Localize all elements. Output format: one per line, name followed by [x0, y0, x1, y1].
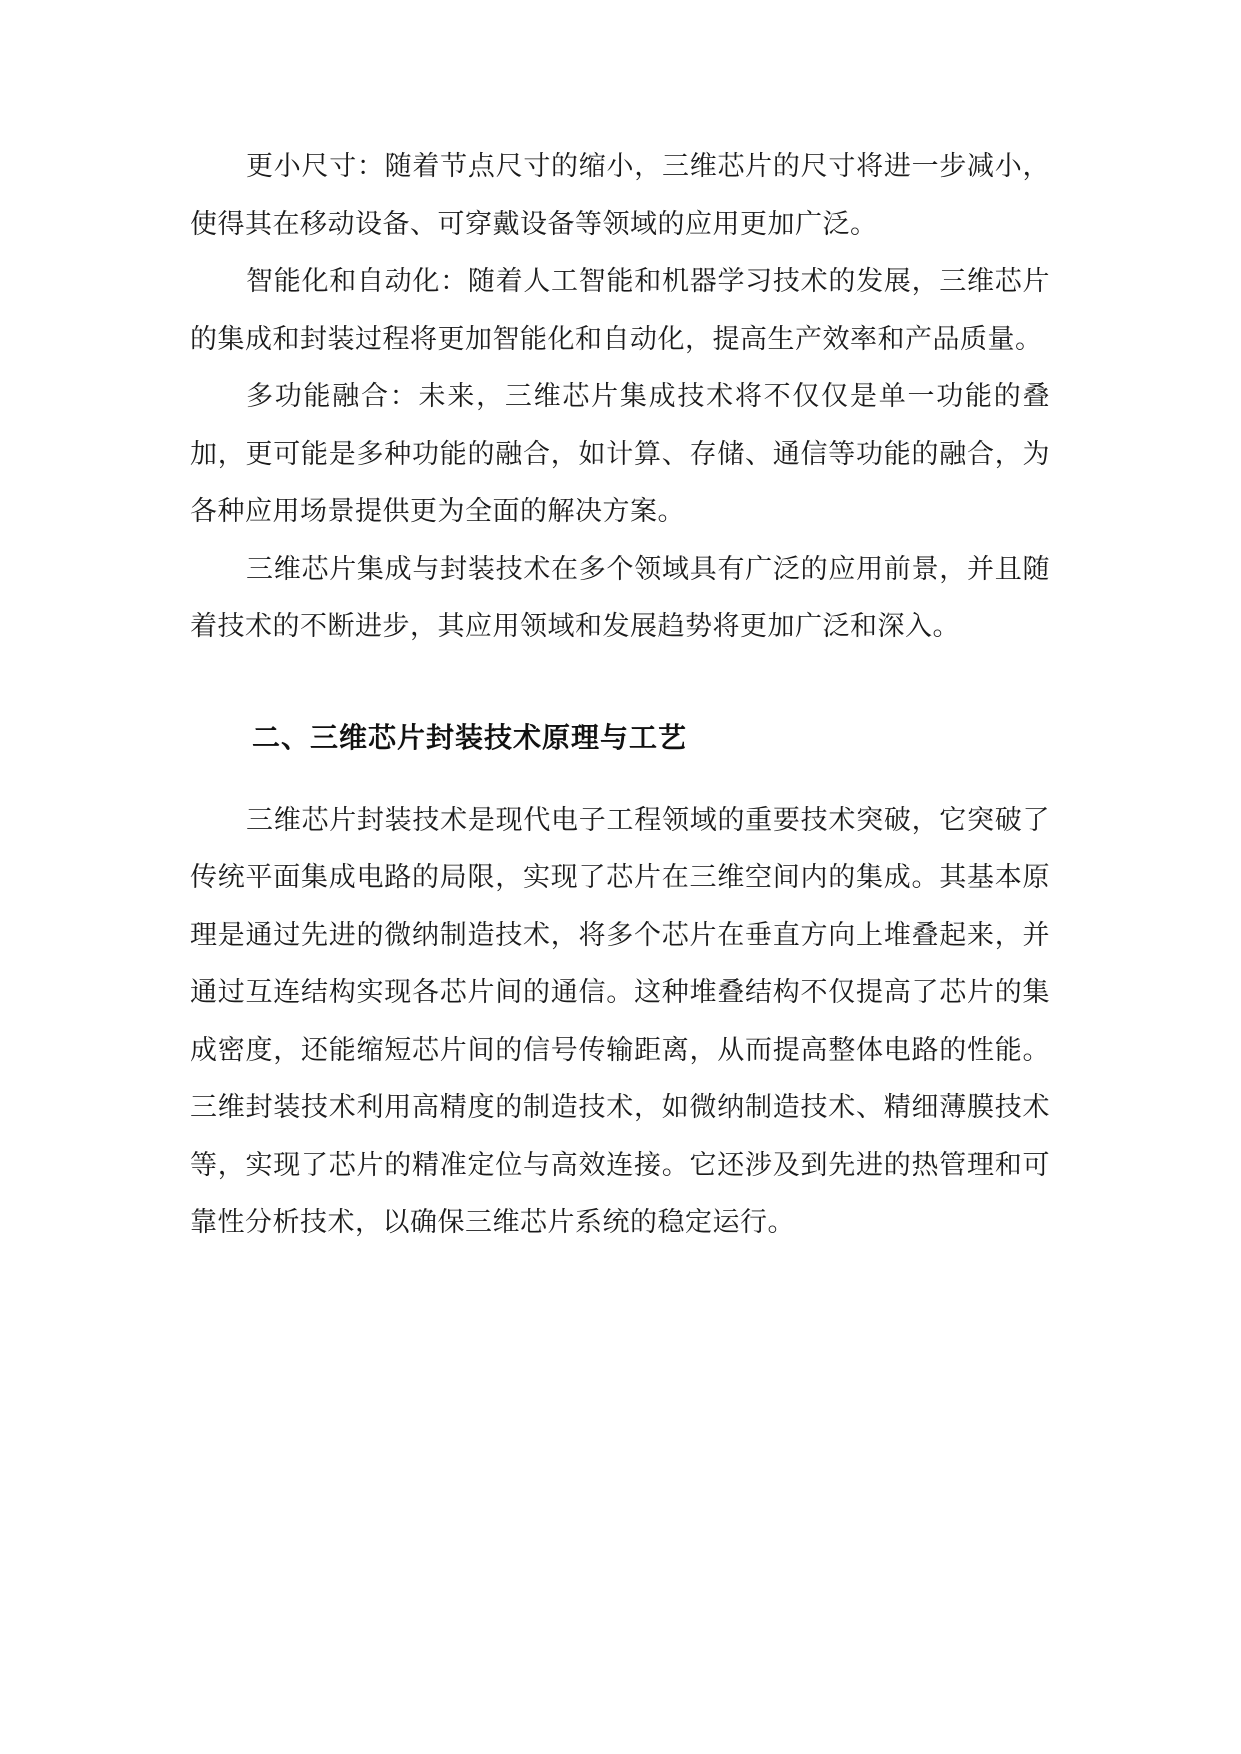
paragraph-packaging-principle: 三维芯片封装技术是现代电子工程领域的重要技术突破，它突破了传统平面集成电路的局限，实现了芯片在三维空间内的集成。其基本原理是通过先进的微纳制造技术，将多个芯片在垂直方向上堆叠起来，并通过互连结构实现各芯片间的通信。这种堆叠结构不仅提高了芯片的集成密度，还能缩短芯片间的信号传输距离，从而提高整体电路的性能。三维封装技术利用高精度的制造技术，如微纳制造技术、精细薄膜技术等，实现了芯片的精准定位与高效连接。它还涉及到先进的热管理和可靠性分析技术，以确保三维芯片系统的稳定运行。	[190, 804, 1050, 1238]
spacer	[190, 656, 1050, 718]
paragraph-intelligent-automation: 智能化和自动化：随着人工智能和机器学习技术的发展，三维芯片的集成和封装过程将更加智能化和自动化，提高生产效率和产品质量。	[190, 266, 1050, 355]
document-body	[190, 138, 1050, 1252]
spacer	[190, 758, 1050, 792]
paragraph-smaller-size: 更小尺寸：随着节点尺寸的缩小，三维芯片的尺寸将进一步减小，使得其在移动设备、可穿戴设备等领域的应用更加广泛。	[190, 151, 1050, 240]
paragraph-application-outlook: 三维芯片集成与封装技术在多个领域具有广泛的应用前景，并且随着技术的不断进步，其应用领域和发展趋势将更加广泛和深入。	[190, 553, 1050, 642]
paragraph-multifunction-fusion: 多功能融合：未来，三维芯片集成技术将不仅仅是单一功能的叠加，更可能是多种功能的融合，如计算、存储、通信等功能的融合，为各种应用场景提供更为全面的解决方案。	[190, 381, 1050, 527]
section-heading: 二、三维芯片封装技术原理与工艺	[252, 720, 688, 754]
